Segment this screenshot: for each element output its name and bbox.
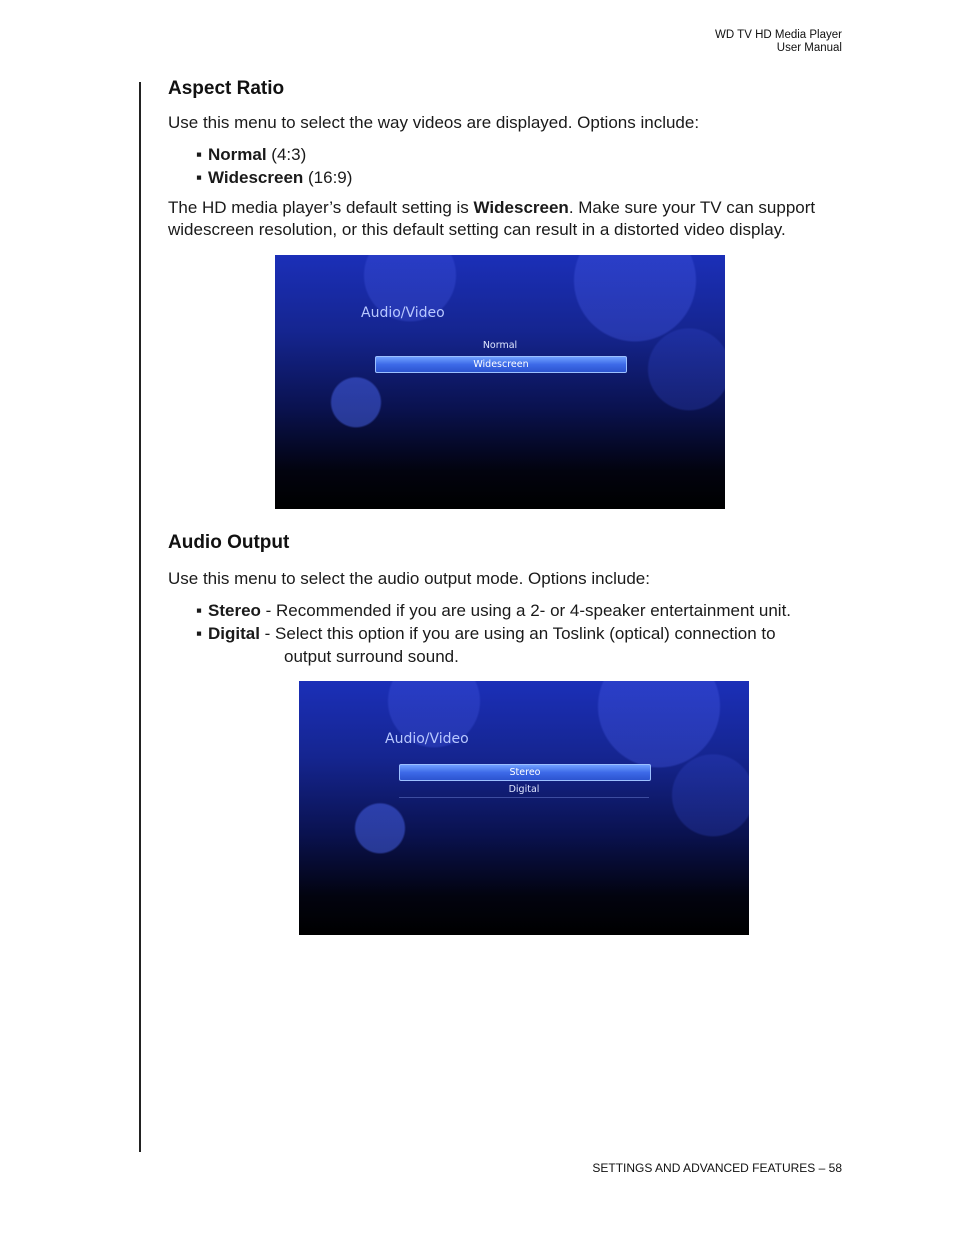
screen-title: Audio/Video	[361, 305, 445, 321]
aspect-ratio-screenshot	[275, 255, 725, 509]
option-widescreen: Widescreen	[208, 168, 304, 187]
menu-item-normal: Normal	[482, 340, 518, 351]
audio-output-screenshot	[299, 681, 749, 935]
menu-item-digital: Digital	[399, 782, 649, 798]
option-normal: Normal	[208, 145, 267, 164]
default-bold: Widescreen	[473, 198, 569, 217]
option-normal-detail: (4:3)	[266, 145, 307, 164]
margin-rule	[139, 82, 141, 1152]
bullet-icon: ▪	[196, 145, 203, 164]
page-footer: SETTINGS AND ADVANCED FEATURES – 58	[592, 1161, 842, 1175]
list-item	[196, 622, 848, 668]
option-digital: Digital	[208, 624, 260, 643]
default-pre: The HD media player’s default setting is	[168, 198, 474, 217]
aspect-intro: Use this menu to select the way videos are displayed. Options include:	[168, 113, 700, 132]
aspect-options	[168, 143, 848, 189]
header-product: WD TV HD Media Player	[715, 29, 842, 41]
option-stereo: Stereo	[208, 601, 261, 620]
option-widescreen-detail: (16:9)	[303, 168, 353, 187]
audio-options	[168, 599, 848, 668]
bullet-icon: ▪	[196, 168, 203, 187]
list-item	[196, 143, 848, 166]
audio-intro: Use this menu to select the audio output mode. Options include:	[168, 569, 650, 588]
menu-item-widescreen: Widescreen	[375, 356, 627, 373]
aspect-ratio-heading: Aspect Ratio	[168, 78, 285, 99]
menu-item-stereo: Stereo	[399, 764, 651, 781]
list-item	[196, 166, 848, 189]
option-digital-detail: - Select this option if you are using an Toslink (optical) connection to	[259, 624, 776, 643]
default-post: . Make sure your TV can support widescreen resolution, or this default setting can result in a distorted video display.	[168, 198, 816, 239]
header-doc: User Manual	[776, 42, 842, 54]
audio-section	[168, 532, 848, 668]
screen-title: Audio/Video	[385, 731, 469, 747]
option-digital-detail-2: output surround sound.	[284, 647, 459, 666]
bullet-icon: ▪	[196, 601, 203, 620]
list-item	[196, 599, 848, 622]
bullet-icon: ▪	[196, 624, 203, 643]
main-content	[168, 78, 848, 241]
option-stereo-detail: - Recommended if you are using a 2- or 4-speaker entertainment unit.	[260, 601, 792, 620]
page-header	[715, 29, 842, 55]
audio-output-heading: Audio Output	[168, 532, 290, 553]
aspect-default-text	[168, 197, 848, 241]
